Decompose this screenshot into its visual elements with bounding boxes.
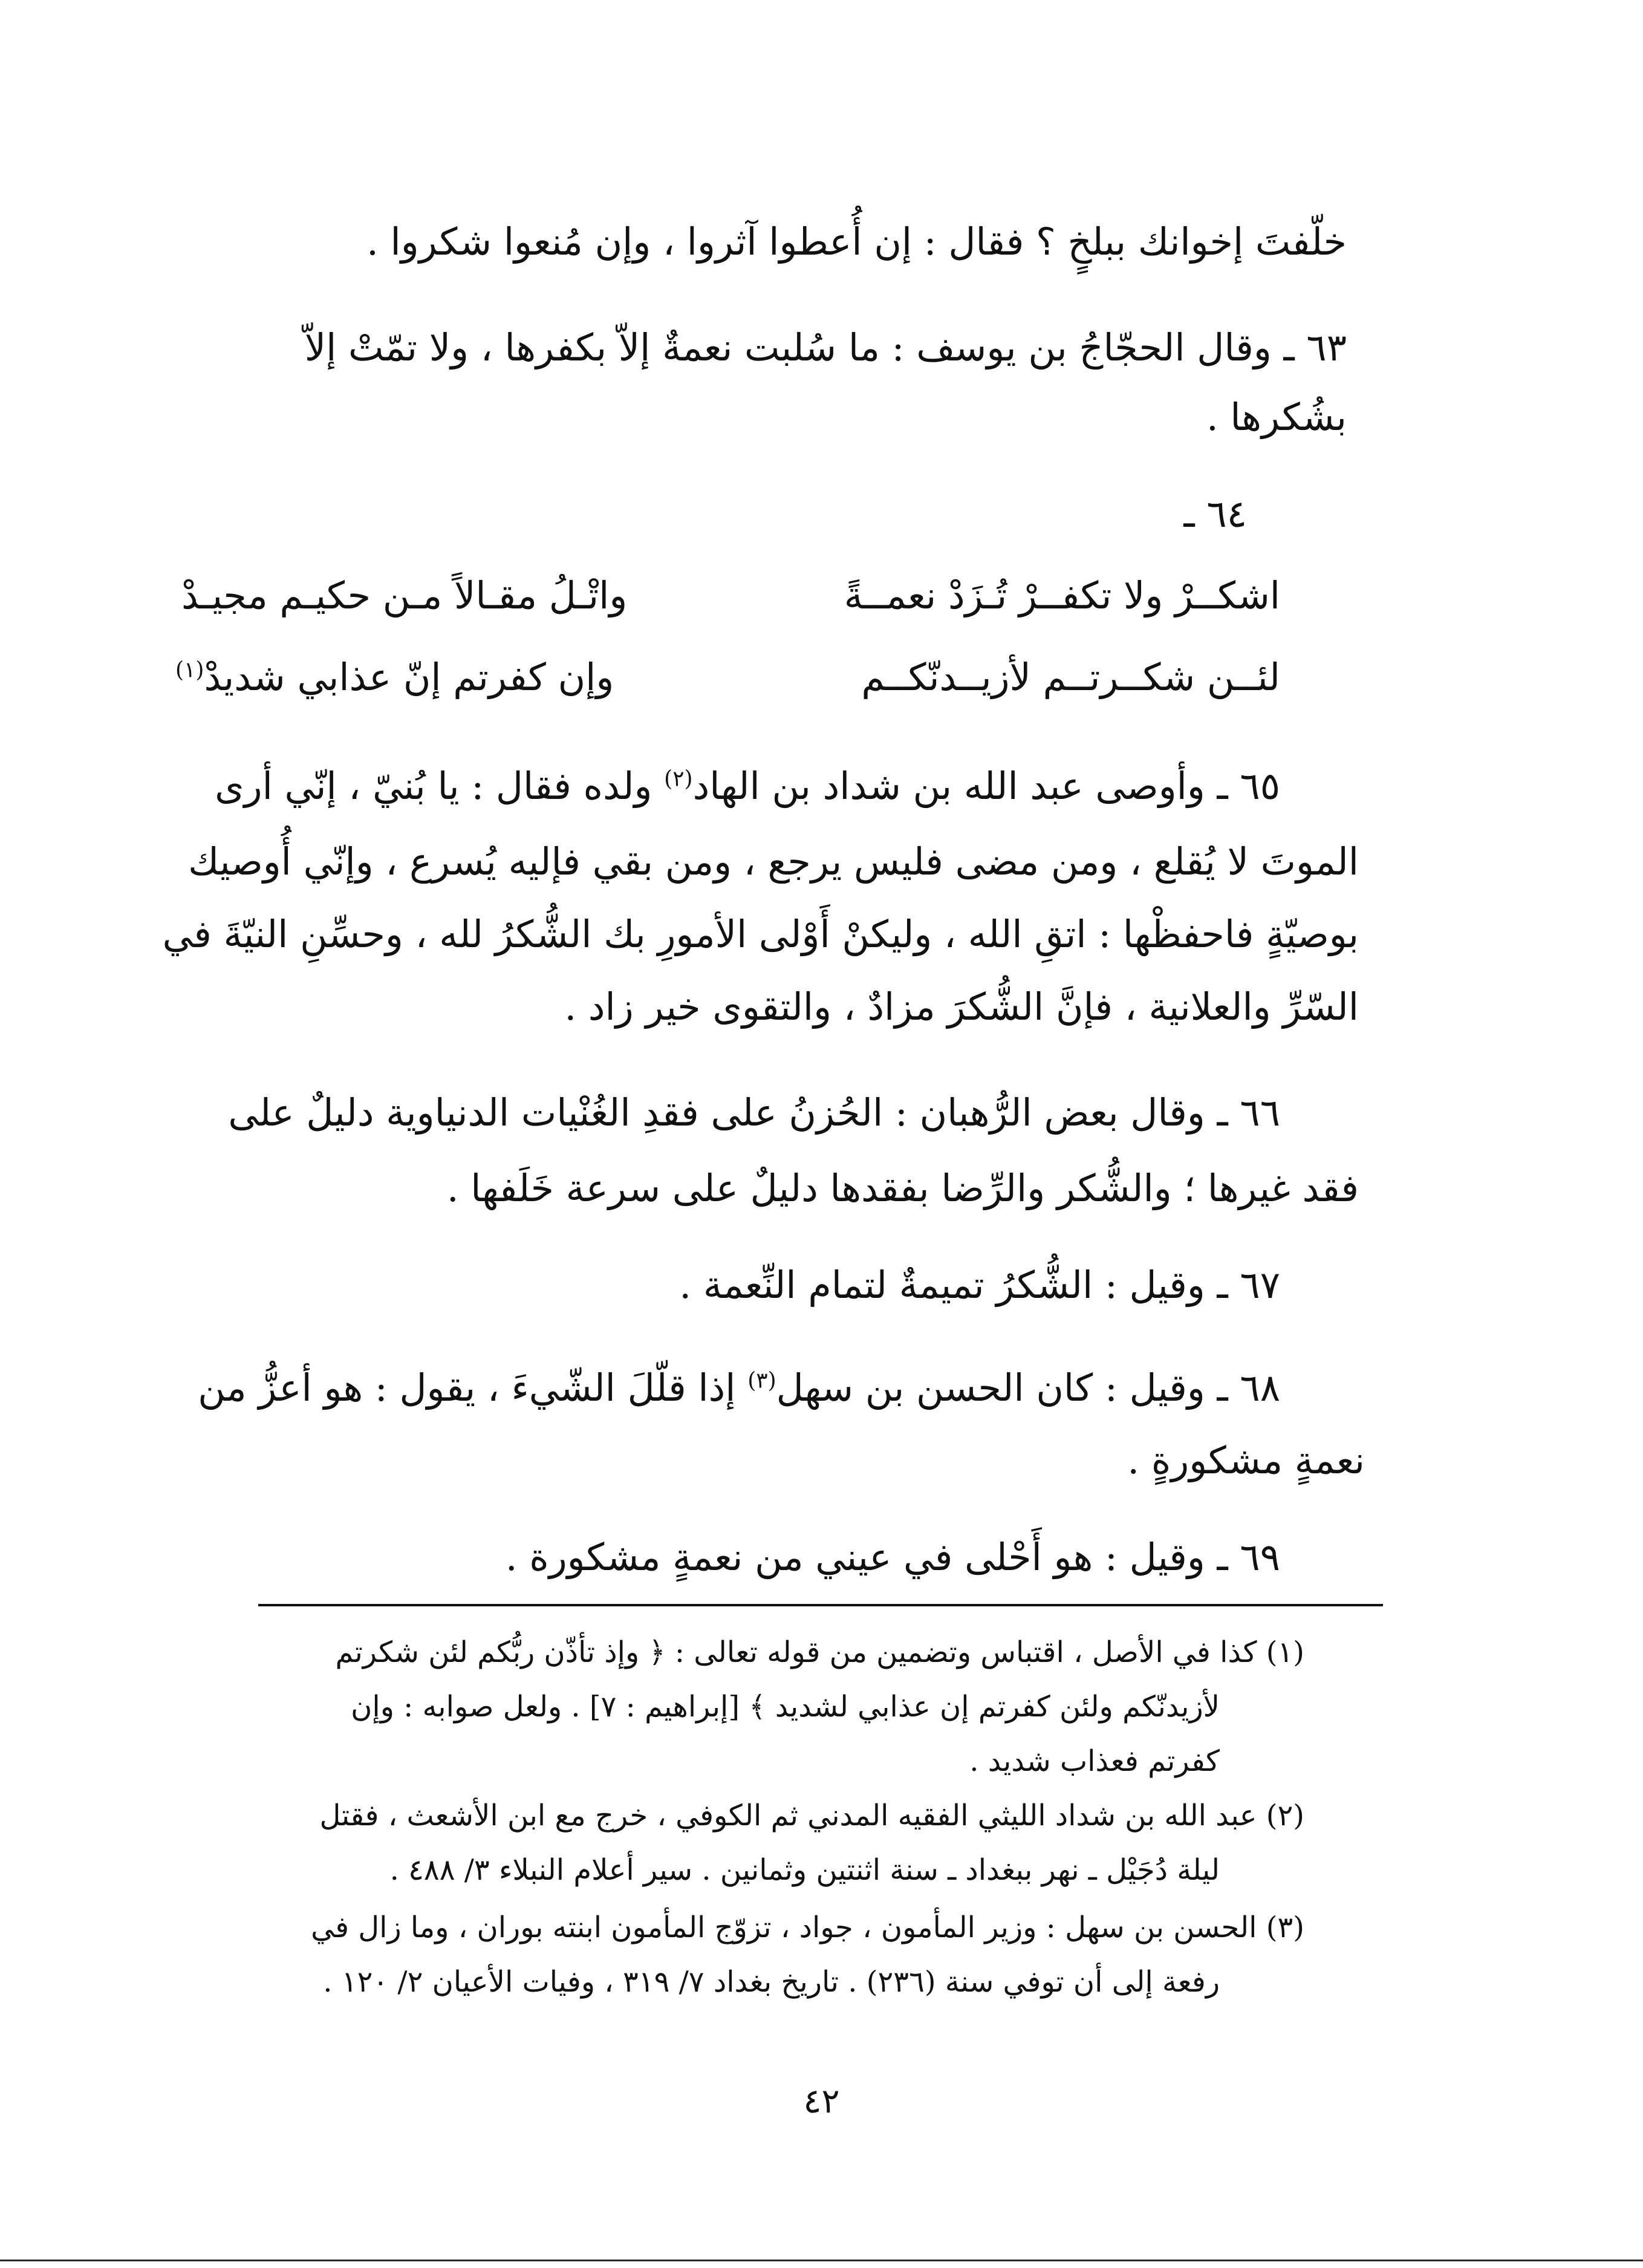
paragraph-68-text-a: ٦٨ ـ وقيل : كان الحسن بن سهل: [776, 1366, 1280, 1410]
paragraph-68-line-2: نعمةٍ مشكورةٍ .: [1127, 1438, 1365, 1482]
footnote-1-line-3: كفرتم فعذاب شديد .: [969, 1744, 1220, 1778]
scan-bottom-edge: [0, 2260, 1643, 2261]
footnote-1-line-2: لأزيدنّكم ولئن كفرتم إن عذابي لشديد ﴾ [إبراهيم : ٧] . ولعل صوابه : وإن: [351, 1690, 1220, 1724]
verse-1-first-hemistich: اشكــرْ ولا تكفــرْ تُـزَدْ نعمــةً: [844, 573, 1280, 618]
paragraph-63-line-1: ٦٣ ـ وقال الحجّاجُ بن يوسف : ما سُلبت نعمةٌ إلاّ بكفرها ، ولا تمّتْ إلاّ: [304, 325, 1347, 370]
footnote-2-line-1: (٢) عبد الله بن شداد الليثي الفقيه المدني ثم الكوفي ، خرج مع ابن الأشعث ، فقتل: [319, 1799, 1304, 1833]
footnote-1-line-1: (١) كذا في الأصل ، اقتباس وتضمين من قوله تعالى : ﴿ وإذ تأذّن ربُّكم لئن شكرتم: [335, 1635, 1304, 1669]
paragraph-65-text-b: ولده فقال : يا بُنيّ ، إنّي أرى: [215, 764, 665, 808]
paragraph-63-line-2: بشُكرها .: [1206, 395, 1347, 439]
footnote-separator: [258, 1604, 1383, 1606]
verse-2-text: وإن كفرتم إنّ عذابي شديدْ: [204, 655, 614, 699]
footnote-3-line-1: (٣) الحسن بن سهل : وزير المأمون ، جواد ، تزوّج المأمون ابنته بوران ، وما زال في: [311, 1911, 1304, 1944]
paragraph-65-line-1: [215, 762, 1280, 810]
continuation-line: خلّفتَ إخوانك ببلخٍ ؟ فقال : إن أُعطوا آثروا ، وإن مُنعوا شكروا .: [366, 220, 1347, 264]
verse-2-first-hemistich: لئــن شكــرتــم لأزيــدنّكــم: [861, 655, 1280, 699]
verse-2-second-hemistich: [175, 653, 614, 702]
paragraph-68-text-b: إذا قلّلَ الشّيءَ ، يقول : هو أعزُّ من: [198, 1366, 748, 1410]
paragraph-65-line-3: بوصيّةٍ فاحفظْها : اتقِ الله ، وليكنْ أَوْلى الأمورِ بك الشُّكرُ لله ، وحسِّنِ النيّةَ في: [162, 912, 1359, 956]
footnote-ref-3: (٣): [747, 1368, 776, 1393]
footnote-ref-1: (١): [175, 657, 204, 683]
footnote-ref-2: (٢): [664, 766, 693, 792]
paragraph-67-line-1: ٦٧ ـ وقيل : الشُّكرُ تميمةٌ لتمام النِّعمة .: [679, 1263, 1280, 1307]
paragraph-69-line-1: ٦٩ ـ وقيل : هو أَحْلى في عيني من نعمةٍ مشكورة .: [505, 1535, 1280, 1579]
footnote-2-line-2: ليلة دُجَيْل ـ نهر ببغداد ـ سنة اثنتين وثمانين . سير أعلام النبلاء ٣/ ٤٨٨ .: [389, 1853, 1220, 1887]
paragraph-65-line-2: الموتَ لا يُقلع ، ومن مضى فليس يرجع ، ومن بقي فإليه يُسرع ، وإنّي أُوصيك: [188, 839, 1359, 884]
paragraph-64-number: ٦٤ ـ: [1183, 492, 1247, 536]
verse-1-second-hemistich: واتْـلُ مقـالاً مـن حكيـم مجيـدْ: [181, 573, 628, 618]
footnote-3-line-2: رفعة إلى أن توفي سنة (٢٣٦) . تاريخ بغداد ٧/ ٣١٩ ، وفيات الأعيان ٢/ ١٢٠ .: [323, 1965, 1220, 1999]
paragraph-65-line-4: السّرِّ والعلانية ، فإنَّ الشُّكرَ مزادٌ ، والتقوى خير زاد .: [564, 985, 1359, 1029]
paragraph-68-line-1: [198, 1364, 1280, 1412]
paragraph-65-text-a: ٦٥ ـ وأوصى عبد الله بن شداد بن الهاد: [692, 764, 1280, 808]
page-number: ٤٢: [803, 2082, 840, 2121]
paragraph-66-line-1: ٦٦ ـ وقال بعض الرُّهبان : الحُزنُ على فقدِ الغُنْيات الدنياوية دليلٌ على: [228, 1090, 1280, 1135]
paragraph-66-line-2: فقد غيرها ؛ والشُّكر والرِّضا بفقدها دليلٌ على سرعة خَلَفها .: [446, 1166, 1359, 1210]
